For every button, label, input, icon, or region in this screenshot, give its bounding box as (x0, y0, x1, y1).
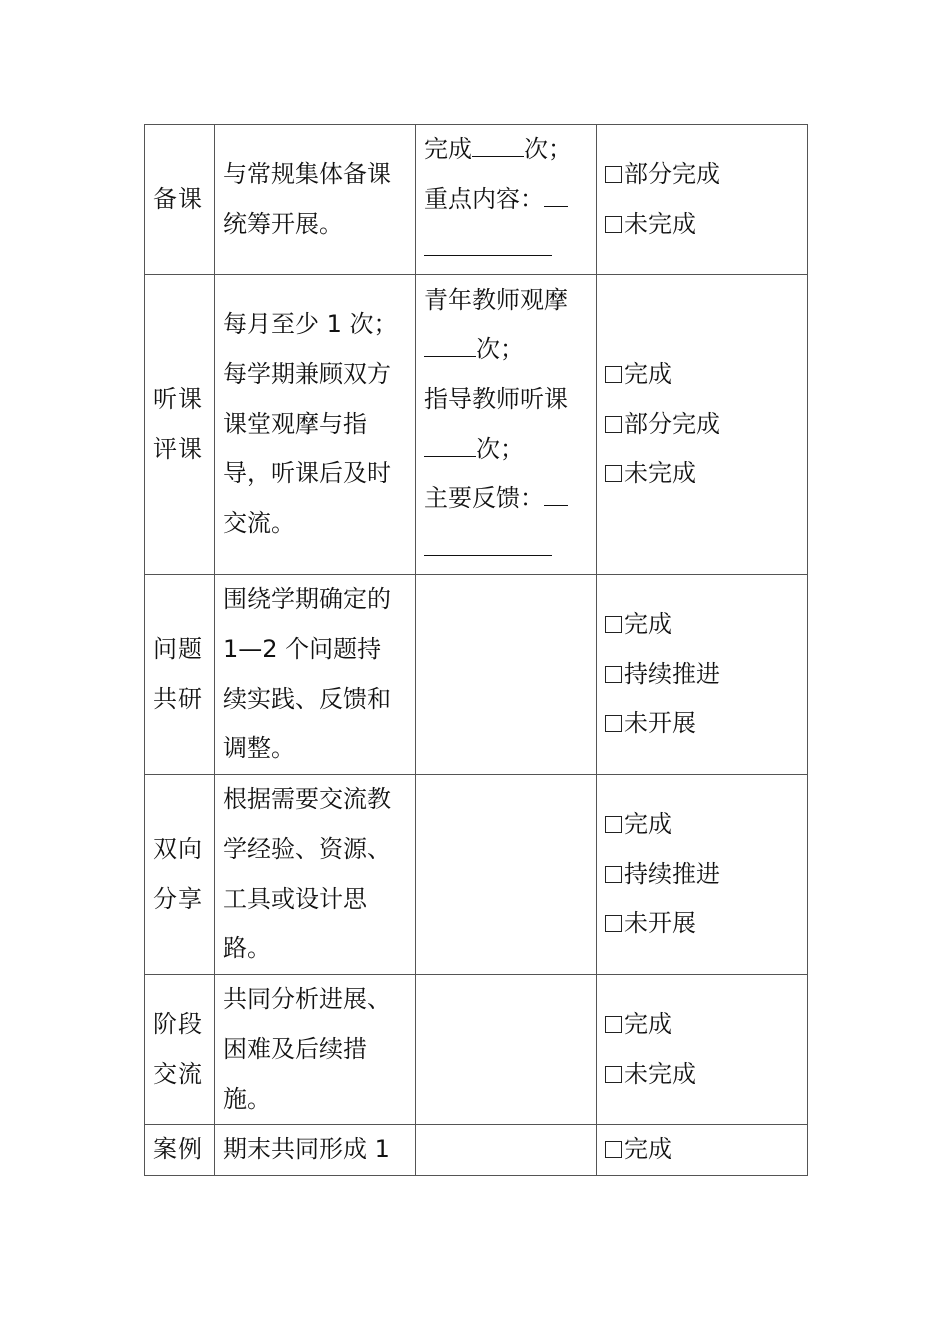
checkbox-icon[interactable] (605, 915, 622, 932)
item-label: 案例 (153, 1135, 203, 1164)
requirement-text: 导，听课后及时 (223, 459, 391, 488)
checkbox-icon[interactable] (605, 666, 622, 683)
item-cell (145, 125, 215, 275)
record-label: 主要反馈： (424, 484, 544, 513)
table-row (145, 775, 808, 975)
item-label: 分享 (153, 884, 203, 913)
record-label: 青年教师观摩 (424, 285, 568, 314)
fill-in-blank[interactable] (424, 525, 552, 556)
record-cell[interactable] (416, 125, 597, 275)
record-cell (416, 975, 597, 1125)
item-cell (145, 575, 215, 775)
status-label: 部分完成 (624, 159, 720, 188)
fill-in-blank[interactable] (424, 426, 476, 457)
requirement-cell (215, 775, 416, 975)
requirement-cell (215, 975, 416, 1125)
item-label: 备课 (153, 184, 203, 213)
checkbox-icon[interactable] (605, 1066, 622, 1083)
item-label: 听课 (153, 384, 203, 413)
record-line (424, 125, 588, 175)
item-cell (145, 775, 215, 975)
item-cell (145, 975, 215, 1125)
item-label: 双向 (153, 834, 203, 863)
status-option[interactable] (605, 650, 799, 700)
record-label: 完成 (424, 135, 472, 163)
requirement-text: 困难及后续措 (223, 1034, 367, 1063)
item-label: 问题 (153, 634, 203, 663)
record-suffix: 次； (476, 335, 524, 364)
fill-in-blank[interactable] (544, 475, 568, 506)
requirement-text: 工具或设计思 (223, 884, 367, 913)
status-label: 未完成 (624, 459, 696, 488)
record-line (424, 425, 588, 475)
record-line (424, 375, 588, 425)
record-line (424, 524, 588, 574)
checkbox-icon[interactable] (605, 465, 622, 482)
checkbox-icon[interactable] (605, 366, 622, 383)
item-cell (145, 275, 215, 575)
status-option[interactable] (605, 400, 799, 450)
status-label: 完成 (624, 360, 672, 389)
requirement-text: 调整。 (223, 734, 295, 763)
item-label: 评课 (153, 434, 203, 463)
table-row (145, 1125, 808, 1176)
status-option[interactable] (605, 1050, 799, 1100)
status-label: 部分完成 (624, 409, 720, 438)
status-label: 持续推进 (624, 859, 720, 888)
status-label: 完成 (624, 1135, 672, 1164)
requirement-text: 施。 (223, 1084, 271, 1113)
requirement-text: 续实践、反馈和 (223, 684, 391, 713)
record-line (424, 175, 588, 225)
status-option[interactable] (605, 350, 799, 400)
status-label: 完成 (624, 610, 672, 639)
status-label: 完成 (624, 1009, 672, 1038)
status-cell (597, 775, 808, 975)
status-option[interactable] (605, 1125, 799, 1175)
record-line (424, 474, 588, 524)
item-label: 阶段 (153, 1009, 203, 1038)
requirement-text: 学经验、资源、 (223, 834, 391, 863)
record-cell (416, 775, 597, 975)
checkbox-icon[interactable] (605, 1141, 622, 1158)
fill-in-blank[interactable] (424, 326, 476, 357)
requirement-text: 课堂观摩与指 (223, 409, 367, 438)
item-label: 交流 (153, 1059, 203, 1088)
status-label: 持续推进 (624, 659, 720, 688)
status-cell (597, 125, 808, 275)
checkbox-icon[interactable] (605, 166, 622, 183)
status-option[interactable] (605, 1000, 799, 1050)
record-label: 指导教师听课 (424, 384, 568, 413)
requirement-cell (215, 275, 416, 575)
requirement-text: 路。 (223, 934, 271, 963)
fill-in-blank[interactable] (544, 176, 568, 207)
table-body (145, 125, 808, 1176)
status-label: 未完成 (624, 1059, 696, 1088)
record-suffix: 次； (524, 135, 572, 163)
status-cell (597, 975, 808, 1125)
status-option[interactable] (605, 699, 799, 749)
requirement-text: 共同分析进展、 (223, 985, 391, 1014)
table-row (145, 275, 808, 575)
table-row (145, 575, 808, 775)
checkbox-icon[interactable] (605, 816, 622, 833)
requirement-text: 每学期兼顾双方 (223, 360, 391, 389)
record-line (424, 276, 588, 326)
requirement-text: 围绕学期确定的 (223, 585, 391, 614)
record-line (424, 325, 588, 375)
status-label: 未完成 (624, 209, 696, 238)
status-option[interactable] (605, 850, 799, 900)
requirement-text: 交流。 (223, 509, 295, 538)
record-label: 重点内容： (424, 184, 544, 213)
requirement-text: 每月至少 1 次； (223, 310, 398, 339)
status-option[interactable] (605, 449, 799, 499)
status-cell (597, 275, 808, 575)
record-cell (416, 1125, 597, 1176)
fill-in-blank[interactable] (424, 225, 552, 256)
status-label: 未开展 (624, 709, 696, 738)
item-label: 共研 (153, 684, 203, 713)
record-suffix: 次； (476, 434, 524, 463)
mentoring-plan-table (144, 124, 808, 1176)
table-row (145, 975, 808, 1125)
checkbox-icon[interactable] (605, 616, 622, 633)
requirement-cell (215, 125, 416, 275)
status-option[interactable] (605, 150, 799, 200)
checkbox-icon[interactable] (605, 216, 622, 233)
item-cell (145, 1125, 215, 1176)
requirement-text: 与常规集体备课 (223, 159, 391, 188)
status-cell (597, 575, 808, 775)
status-option[interactable] (605, 899, 799, 949)
requirement-cell (215, 1125, 416, 1176)
status-option[interactable] (605, 600, 799, 650)
checkbox-icon[interactable] (605, 1016, 622, 1033)
table-row (145, 125, 808, 275)
status-option[interactable] (605, 800, 799, 850)
requirement-text: 统筹开展。 (223, 209, 343, 238)
requirement-cell (215, 575, 416, 775)
checkbox-icon[interactable] (605, 416, 622, 433)
status-label: 未开展 (624, 909, 696, 938)
status-cell (597, 1125, 808, 1176)
checkbox-icon[interactable] (605, 715, 622, 732)
record-line (424, 224, 588, 274)
fill-in-blank[interactable] (472, 126, 524, 157)
requirement-text: 根据需要交流教 (223, 785, 391, 814)
checkbox-icon[interactable] (605, 866, 622, 883)
record-cell[interactable] (416, 275, 597, 575)
requirement-text: 1—2 个问题持 (223, 634, 382, 663)
status-label: 完成 (624, 810, 672, 839)
status-option[interactable] (605, 200, 799, 250)
record-cell (416, 575, 597, 775)
requirement-text: 期末共同形成 1 (223, 1135, 390, 1164)
